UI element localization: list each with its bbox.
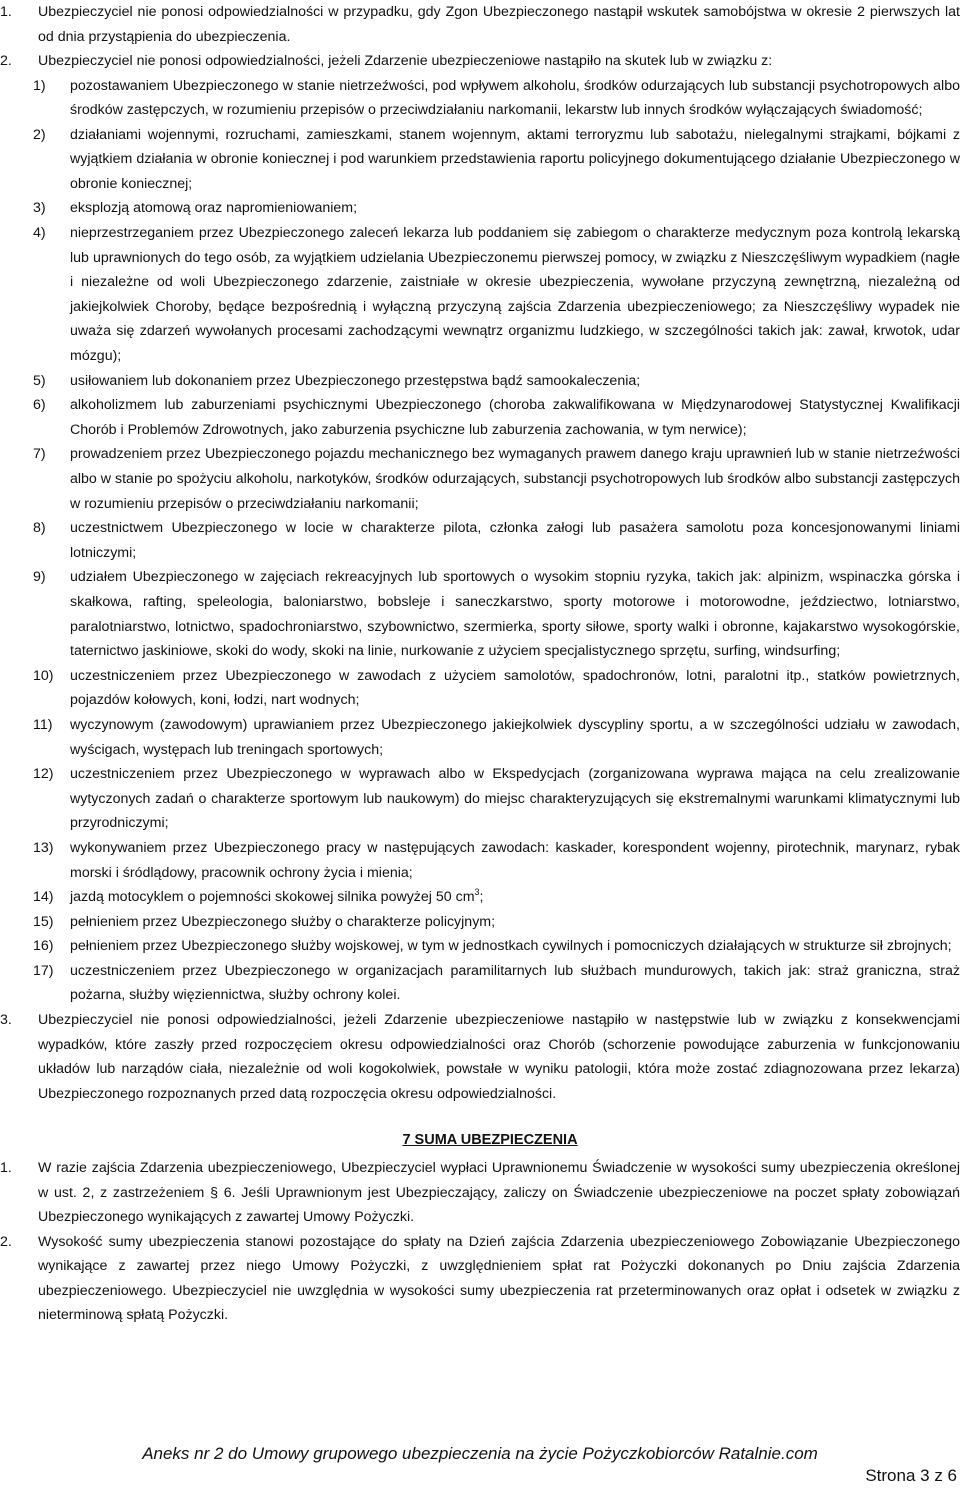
subclause-text-main: eksplozją atomową oraz napromieniowaniem; bbox=[70, 200, 358, 217]
section-heading: 7 SUMA UBEZPIECZENIA bbox=[402, 1132, 578, 1149]
subclause-item bbox=[33, 664, 960, 713]
subclause-text bbox=[70, 123, 960, 197]
clause-text: Wysokość sumy ubezpieczenia stanowi pozostające do spłaty na Dzień zajścia Zdarzenia ubezpieczeniowego Zobowiązanie Ubezpieczonego wynikające z zawartej przez niego Umowy Pożyczki, z uwzględnieniem spłat rat Pożyczki dokonanych po Dniu zajścia Zdarzenia ubezpieczeniowego. Ubezpieczyciel nie uwzględnia w wysokości sumy ubezpieczenia rat przeterminowanych oraz opłat i odsetek w związku z nieterminową spłatą Pożyczki. bbox=[38, 1233, 960, 1324]
subclause-number: 14) bbox=[33, 889, 54, 906]
subclause-text bbox=[70, 74, 960, 123]
subclause-text-main: wyczynowym (zawodowym) uprawianiem przez Ubezpieczonego jakiejkolwiek dyscypliny sportu, a w szczególności udziału w zawodach, wyścigach, występach lub treningach sportowych; bbox=[70, 716, 960, 758]
clause-text: Ubezpieczyciel nie ponosi odpowiedzialności, jeżeli Zdarzenie ubezpieczeniowe nastąpiło na skutek lub w związku z: bbox=[38, 53, 773, 69]
page-number: Strona 3 z 6 bbox=[865, 1466, 957, 1485]
clause-2-sublist bbox=[0, 74, 960, 1009]
subclause-text bbox=[70, 713, 960, 762]
subclause-text-main: uczestnictwem Ubezpieczonego w locie w charakterze pilota, członka załogi lub pasażera samolotu poza koncesjonowanymi liniami lotniczymi; bbox=[70, 520, 960, 561]
subclause-number: 10) bbox=[33, 667, 54, 684]
subclause-number: 2) bbox=[33, 126, 46, 143]
subclause-item bbox=[33, 910, 960, 935]
subclause-text-tail: ; bbox=[479, 889, 484, 906]
subclause-number: 7) bbox=[33, 446, 46, 463]
subclause-item bbox=[33, 959, 960, 1008]
subclause-number: 3) bbox=[33, 200, 46, 217]
subclause-text bbox=[70, 885, 960, 910]
subclause-number: 12) bbox=[33, 766, 54, 783]
clause-1 bbox=[0, 0, 960, 49]
subclause-number: 5) bbox=[33, 372, 46, 389]
subclause-item bbox=[33, 393, 960, 442]
subclause-text bbox=[70, 196, 960, 221]
clause-3 bbox=[0, 1008, 960, 1106]
clause-number: 1. bbox=[0, 4, 12, 20]
subclause-item bbox=[33, 369, 960, 394]
subclause-text-main: alkoholizmem lub zaburzeniami psychicznymi Ubezpieczonego (choroba zakwalifikowana w Międzynarodowej Statystycznej Kwalifikacji Chorób i Problemów Zdrowotnych, jako zaburzenia psychiczne lub zaburzenia zachowania, w tym nerwice); bbox=[70, 397, 960, 438]
subclause-text-main: uczestniczeniem przez Ubezpieczonego w wyprawach albo w Ekspedycjach (zorganizowana wyprawa mająca na celu zrealizowanie wytyczonych zadań o charakterze sportowym lub naukowym) do miejsc charakteryzujących się ekstremalnymi warunkami klimatycznymi lub przyrodniczymi; bbox=[70, 766, 960, 832]
clause-number: 2. bbox=[0, 53, 12, 69]
subclause-number: 11) bbox=[33, 716, 53, 733]
subclause-item bbox=[33, 836, 960, 885]
subclause-number: 6) bbox=[33, 397, 46, 414]
subclause-item bbox=[33, 123, 960, 197]
subclause-item bbox=[33, 565, 960, 663]
footer-title: Aneks nr 2 do Umowy grupowego ubezpieczenia na życie Pożyczkobiorców Ratalnie.com bbox=[142, 1444, 818, 1463]
subclause-text bbox=[70, 516, 960, 565]
subclause-text bbox=[70, 664, 960, 713]
subclause-text-main: usiłowaniem lub dokonaniem przez Ubezpieczonego przestępstwa bądź samookaleczenia; bbox=[70, 372, 641, 389]
subclause-item bbox=[33, 74, 960, 123]
subclause-text-main: udziałem Ubezpieczonego w zajęciach rekreacyjnych lub sportowych o wysokim stopniu ryzyka, takich jak: alpinizm, wspinaczka górska i skałkowa, rafting, speleologia, baloniarstwo, bobsleje i saneczkarstwo, sporty motorowe i motorowodne, jeździectwo, lotniarstwo, paralotniarstwo, lotnictwo, spadochroniarstwo, szybownictwo, szermierka, sporty siłowe, sporty walki i obronne, kajakarstwo wysokogórskie, taternictwo jaskiniowe, skoki do wody, skoki na linie, nurkowanie z użyciem specjalistycznego sprzętu, surfing, windsurfing; bbox=[70, 569, 960, 660]
subclause-item bbox=[33, 762, 960, 836]
superscript: 3 bbox=[474, 887, 480, 898]
clause-number: 3. bbox=[0, 1012, 12, 1029]
subclause-text bbox=[70, 762, 960, 836]
subclause-item bbox=[33, 196, 960, 221]
subclause-text bbox=[70, 565, 960, 663]
subclause-number: 17) bbox=[33, 962, 54, 979]
subclause-item bbox=[33, 221, 960, 369]
subclause-item bbox=[33, 934, 960, 959]
clause-text: W razie zajścia Zdarzenia ubezpieczeniowego, Ubezpieczyciel wypłaci Uprawnionemu Świadczenie w wysokości sumy ubezpieczenia określonej w ust. 2, z zastrzeżeniem § 6. Jeśli Uprawnionym jest Ubezpieczający, zaliczy on Świadczenie ubezpieczeniowe na poczet spłaty zobowiązań Ubezpieczonego wynikających z zawartej Umowy Pożyczki. bbox=[38, 1160, 960, 1226]
subclause-text-main: wykonywaniem przez Ubezpieczonego pracy w następujących zawodach: kaskader, korespondent wojenny, pirotechnik, marynarz, rybak morski i śródlądowy, pracownik ochrony życia i mienia; bbox=[70, 839, 960, 881]
subclause-text-main: uczestniczeniem przez Ubezpieczonego w zawodach z użyciem samolotów, spadochronów, lotni, paralotni itp., statków powietrznych, pojazdów kołowych, koni, łodzi, nart wodnych; bbox=[70, 667, 960, 709]
subclause-number: 1) bbox=[33, 77, 46, 94]
subclause-text-main: nieprzestrzeganiem przez Ubezpieczonego zaleceń lekarza lub poddaniem się zabiegom o charakterze medycznym poza kontrolą lekarską lub uprawnionych do tego osób, za wyjątkiem udzielania Ubezpieczonemu pierwszej pomocy, w związku z Nieszczęśliwym wypadkiem (nagłe i niezależne od woli Ubezpieczonego zdarzenie, zaistniałe w okresie ubezpieczenia, wywołane przyczyną zewnętrzną, niezależną od jakiejkolwiek Choroby, będące bezpośrednią i wyłączną przyczyną zajścia Zdarzenia ubezpieczeniowego; za Nieszczęśliwy wypadek nie uważa się zdarzeń wywołanych procesami zachodzącymi wewnątrz organizmu ludzkiego, w szczególności takich jak: zawał, krwotok, udar mózgu); bbox=[70, 225, 960, 365]
subclause-text-main: prowadzeniem przez Ubezpieczonego pojazdu mechanicznego bez wymaganych prawem danego kraju uprawnień lub w stanie nietrzeźwości albo w stanie po spożyciu alkoholu, narkotyków, środków odurzających, substancji psychotropowych lub środków albo substancji zastępczych w rozumieniu przepisów o przeciwdziałaniu narkomanii; bbox=[70, 446, 960, 512]
subclause-text-main: pełnieniem przez Ubezpieczonego służby wojskowej, w tym w jednostkach cywilnych i pomocniczych działających w strukturze sił zbrojnych; bbox=[70, 938, 952, 955]
clause-text: Ubezpieczyciel nie ponosi odpowiedzialności, jeżeli Zdarzenie ubezpieczeniowe nastąpiło w następstwie lub w związku z konsekwencjami wypadków, które zaszły przed rozpoczęciem okresu odpowiedzialności oraz Chorób (schorzenie powodujące zaburzenia w funkcjonowaniu układów lub narządów ciała, niezależnie od woli kogokolwiek, powstałe w wyniku patologii, która może zostać zdiagnozowana przez lekarza) Ubezpieczonego rozpoznanych przed datą rozpoczęcia okresu odpowiedzialności. bbox=[38, 1012, 960, 1102]
section7-clause-2 bbox=[0, 1230, 960, 1328]
subclause-text bbox=[70, 221, 960, 369]
subclause-number: 13) bbox=[33, 839, 54, 856]
subclause-text bbox=[70, 910, 960, 935]
subclause-item bbox=[33, 442, 960, 516]
subclause-text-main: działaniami wojennymi, rozruchami, zamieszkami, stanem wojennym, aktami terroryzmu lub sabotażu, nielegalnymi strajkami, bójkami z wyjątkiem działania w obronie koniecznej i pod warunkiem przedstawienia raportu policyjnego dokumentującego działanie Ubezpieczonego w obronie koniecznej; bbox=[70, 126, 960, 192]
subclause-item bbox=[33, 713, 960, 762]
clause-number: 2. bbox=[0, 1233, 12, 1250]
subclause-item bbox=[33, 516, 960, 565]
subclause-text bbox=[70, 442, 960, 516]
subclause-text bbox=[70, 959, 960, 1008]
subclause-item bbox=[33, 885, 960, 910]
section7-clause-1 bbox=[0, 1156, 960, 1230]
subclause-text-main: pełnieniem przez Ubezpieczonego służby o charakterze policyjnym; bbox=[70, 913, 496, 930]
subclause-text bbox=[70, 369, 960, 394]
subclause-text-main: jazdą motocyklem o pojemności skokowej silnika powyżej 50 cm bbox=[70, 889, 475, 906]
subclause-text-main: uczestniczeniem przez Ubezpieczonego w organizacjach paramilitarnych lub służbach mundurowych, takich jak: straż graniczna, straż pożarna, służby więziennictwa, służby ochrony kolei. bbox=[70, 962, 960, 1004]
subclause-text bbox=[70, 934, 960, 959]
subclause-text bbox=[70, 393, 960, 442]
clause-number: 1. bbox=[0, 1160, 12, 1177]
subclause-number: 15) bbox=[33, 913, 54, 930]
clause-2 bbox=[0, 49, 960, 74]
subclause-text-main: pozostawaniem Ubezpieczonego w stanie nietrzeźwości, pod wpływem alkoholu, środków odurzających lub substancji psychotropowych albo środków zastępczych, w rozumieniu przepisów o przeciwdziałaniu narkomanii, lekarstw lub innych środków wyłączających świadomość; bbox=[70, 77, 960, 119]
subclause-text bbox=[70, 836, 960, 885]
subclause-number: 9) bbox=[33, 569, 46, 586]
subclause-number: 16) bbox=[33, 938, 54, 955]
subclause-number: 4) bbox=[33, 225, 46, 242]
clause-text: Ubezpieczyciel nie ponosi odpowiedzialności w przypadku, gdy Zgon Ubezpieczonego nastąpił wskutek samobójstwa w okresie 2 pierwszych lat od dnia przystąpienia do ubezpieczenia. bbox=[38, 4, 960, 45]
subclause-number: 8) bbox=[33, 520, 46, 537]
